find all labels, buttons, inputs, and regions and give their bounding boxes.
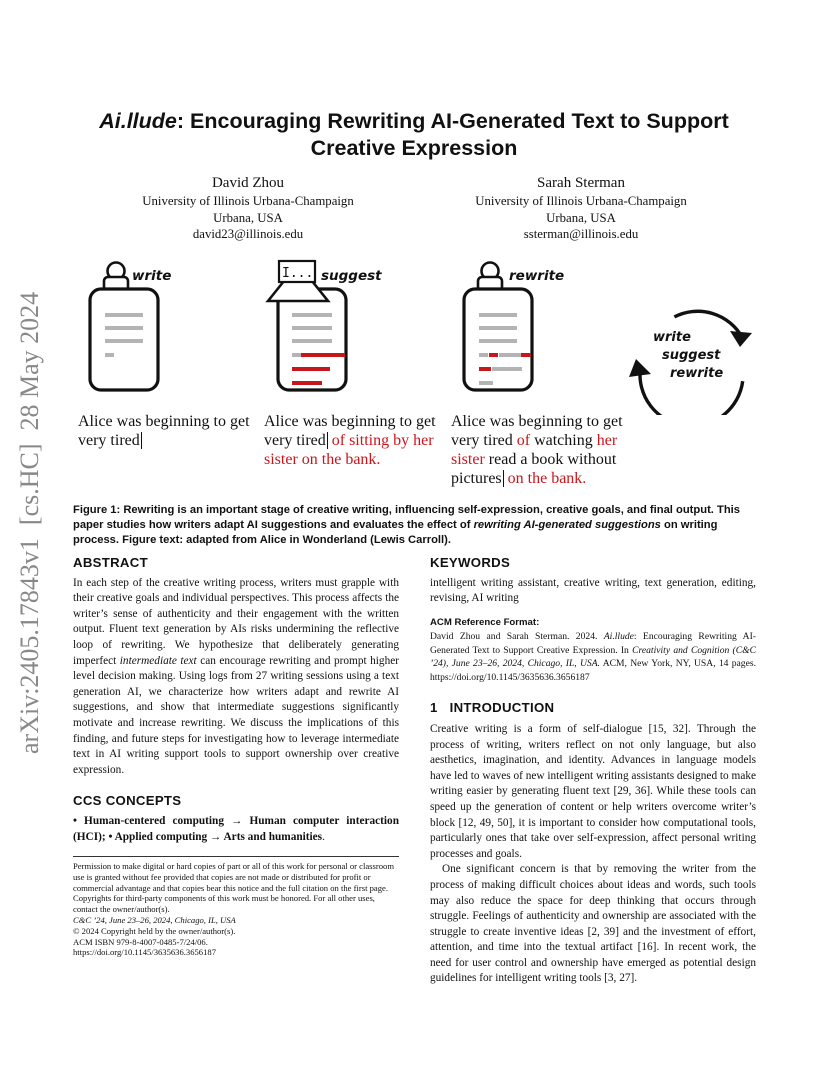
arxiv-identifier — [8, 276, 48, 756]
copyright-footnote — [73, 856, 399, 958]
figure-text-panel-2 — [264, 412, 449, 469]
panel3-ai-text: on the bank. — [503, 470, 587, 487]
document-icon-write — [90, 263, 171, 391]
panel2-line2-user: very tired — [264, 432, 326, 449]
panel2-line1: Alice was beginning to get — [264, 413, 436, 430]
abstract-emphasis: intermediate text — [119, 654, 197, 667]
figure-text-panel-3 — [451, 412, 636, 488]
intro-paragraph-2: One significant concern is that by removing the writer from the process of making difficult choices about ideas and words, such tools may also reduce the space for deep thinking that occurs through struggle. Feelings of authenticity and ownership are associated with the struggle to create inventive ideas [2, 39] and the investment of effort, attention, and time into the textual artifact [16]. In recent work, the need for user control and ownership have emerged as potential design guidelines for intelligent writing tools [3, 27]. — [430, 863, 756, 985]
title-rest: : Encouraging Rewriting AI-Generated Text to Support — [176, 109, 729, 133]
permission-notice: Permission to make digital or hard copies of part or all of this work for personal or classroom use is granted without fee provided that copies are not made or distributed for profit or commercial advantage and that copies bear this notice and the full citation on the first page. Copyrights for third-party components of this work must be honored. For all other uses, contact the owner/author(s). — [73, 861, 394, 915]
label-suggest: suggest — [321, 268, 382, 284]
panel3-line1: Alice was beginning to get — [451, 413, 623, 430]
cycle-arrows-icon — [629, 311, 752, 415]
author-email[interactable]: david23@illinois.edu — [192, 227, 304, 241]
arxiv-identifier-text: arXiv:2405.17843v1 [cs.HC] 28 May 2024 — [15, 291, 44, 754]
cycle-label-suggest: suggest — [662, 348, 721, 363]
panel3-text: read a book without — [484, 451, 617, 468]
author-block-1 — [103, 174, 393, 243]
panel1-line2: very tired — [78, 432, 140, 449]
panel3-text: pictures — [451, 470, 502, 487]
keywords-body: intelligent writing assistant, creative writing, text generation, editing, revising, AI writing — [430, 576, 756, 605]
caption-emphasis: rewriting AI-generated suggestions — [473, 519, 661, 531]
figure-illustration — [70, 255, 770, 415]
label-rewrite: rewrite — [509, 268, 565, 284]
author-affiliation: University of Illinois Urbana-Champaign — [475, 194, 687, 208]
reference-text: ACM, New York, NY, USA, 14 pages. https://doi.org/10.1145/3635636.3656187 — [430, 658, 756, 683]
introduction-heading — [430, 700, 756, 716]
cycle-label-write: write — [653, 330, 691, 345]
figure-caption — [73, 503, 763, 548]
panel3-ai-text: her — [596, 432, 618, 449]
ccs-body — [73, 814, 399, 845]
label-write: write — [132, 268, 172, 284]
document-icon-suggest — [268, 261, 382, 390]
panel3-ai-text: of — [516, 432, 531, 449]
system-name: Ai.llude — [99, 109, 177, 133]
caption-text: on writing process. Figure text: adapted from Alice in Wonderland (Lewis Carroll). — [73, 519, 718, 546]
author-name: David Zhou — [211, 175, 285, 191]
author-name: Sarah Sterman — [537, 175, 625, 191]
author-block-2 — [436, 174, 726, 243]
doi-link[interactable]: https://doi.org/10.1145/3635636.3656187 — [73, 947, 216, 958]
panel2-line2-suggestion: of sitting by her — [327, 432, 434, 449]
keywords-heading: KEYWORDS — [430, 555, 511, 570]
panel1-line1: Alice was beginning to get — [78, 413, 250, 430]
ccs-concepts: • Human-centered computing → Human computer interaction (HCI); • Applied computing → Arts and humanities — [73, 814, 399, 843]
author-location: Urbana, USA — [213, 210, 283, 225]
section-number: 1 — [430, 700, 438, 716]
copyright-line: © 2024 Copyright held by the owner/author(s). — [73, 925, 236, 936]
reference-text: David Zhou and Sarah Sterman. 2024. — [430, 631, 604, 643]
text-cursor — [141, 432, 142, 449]
ccs-period: . — [322, 830, 325, 843]
panel3-text: very tired — [451, 432, 517, 449]
paper-title — [60, 108, 768, 162]
reference-text: : Encouraging Rewriting AI-Generated Text to Support Creative Expression. In — [430, 631, 756, 656]
right-column — [430, 555, 756, 987]
document-icon-rewrite — [464, 263, 564, 391]
reference-heading: ACM Reference Format: — [430, 616, 540, 628]
left-column — [73, 555, 399, 845]
reference-body — [430, 630, 756, 684]
caption-text: Figure 1: Rewriting is an important stage of creative writing, influencing self-expression, creative goals, and final output. This paper studies how writers adapt AI suggestions and evaluates the effect of — [73, 504, 741, 531]
reference-system: Ai.llude — [603, 631, 634, 643]
abstract-heading: ABSTRACT — [73, 555, 148, 570]
venue-line: C&C ’24, June 23–26, 2024, Chicago, IL, USA — [73, 914, 236, 925]
cycle-label-rewrite: rewrite — [670, 366, 724, 381]
intro-paragraph-1: Creative writing is a form of self-dialogue [15, 32]. Through the process of writing, writers reflect on not only language, but also aesthetics, imagination, and identity. Advances in language models have led to waves of new intelligent writing assistants designed to make writing easier by generating fluent text [29, 36]. While these tools can speed up the generation of content or help writers overcome writer’s block [12, 49, 50], it is important to consider how computational tools, particularly ones that take over self-expression, affect personal writing processes and goals. — [430, 722, 756, 860]
abstract-text: In each step of the creative writing process, writers must grapple with their creative goals and individual perspectives. This process affects the writer’s sense of authenticity and their engagement with the written output. Fluent text generation by AIs risks undermining the reflective loop of rewriting. We hypothesize that deliberately generating imperfect — [73, 576, 399, 667]
isbn-line: ACM ISBN 979-8-4007-0485-7/24/06. — [73, 936, 208, 947]
title-line2: Creative Expression — [310, 136, 518, 160]
author-affiliation: University of Illinois Urbana-Champaign — [142, 194, 354, 208]
label-cursor-box: I... — [282, 266, 314, 281]
section-title: INTRODUCTION — [449, 700, 555, 716]
reference-venue: Creativity and Cognition (C&C ’24), June 23–26, 2024, Chicago, IL, USA. — [430, 644, 756, 670]
panel2-line3-suggestion: sister on the bank. — [264, 451, 381, 468]
figure-text-panel-1 — [78, 412, 263, 450]
author-email[interactable]: ssterman@illinois.edu — [523, 227, 639, 241]
author-location: Urbana, USA — [546, 210, 616, 225]
abstract-text: can encourage rewriting and prompt higher level decision making. Using logs from 27 writing sessions using a text generation AI, we characterize how writers adapt and rewrite AI suggestions, and show that intermediate suggestions significantly motivate and increase rewriting. We discuss the implications of this finding, and future steps for investigating how to leverage intermediate text in AI writing support tools to support ownership over creative expression. — [73, 654, 399, 776]
ccs-heading: CCS CONCEPTS — [73, 793, 182, 809]
abstract-body — [73, 576, 399, 779]
panel3-text: watching — [530, 432, 597, 449]
panel3-ai-text: sister — [451, 451, 485, 468]
